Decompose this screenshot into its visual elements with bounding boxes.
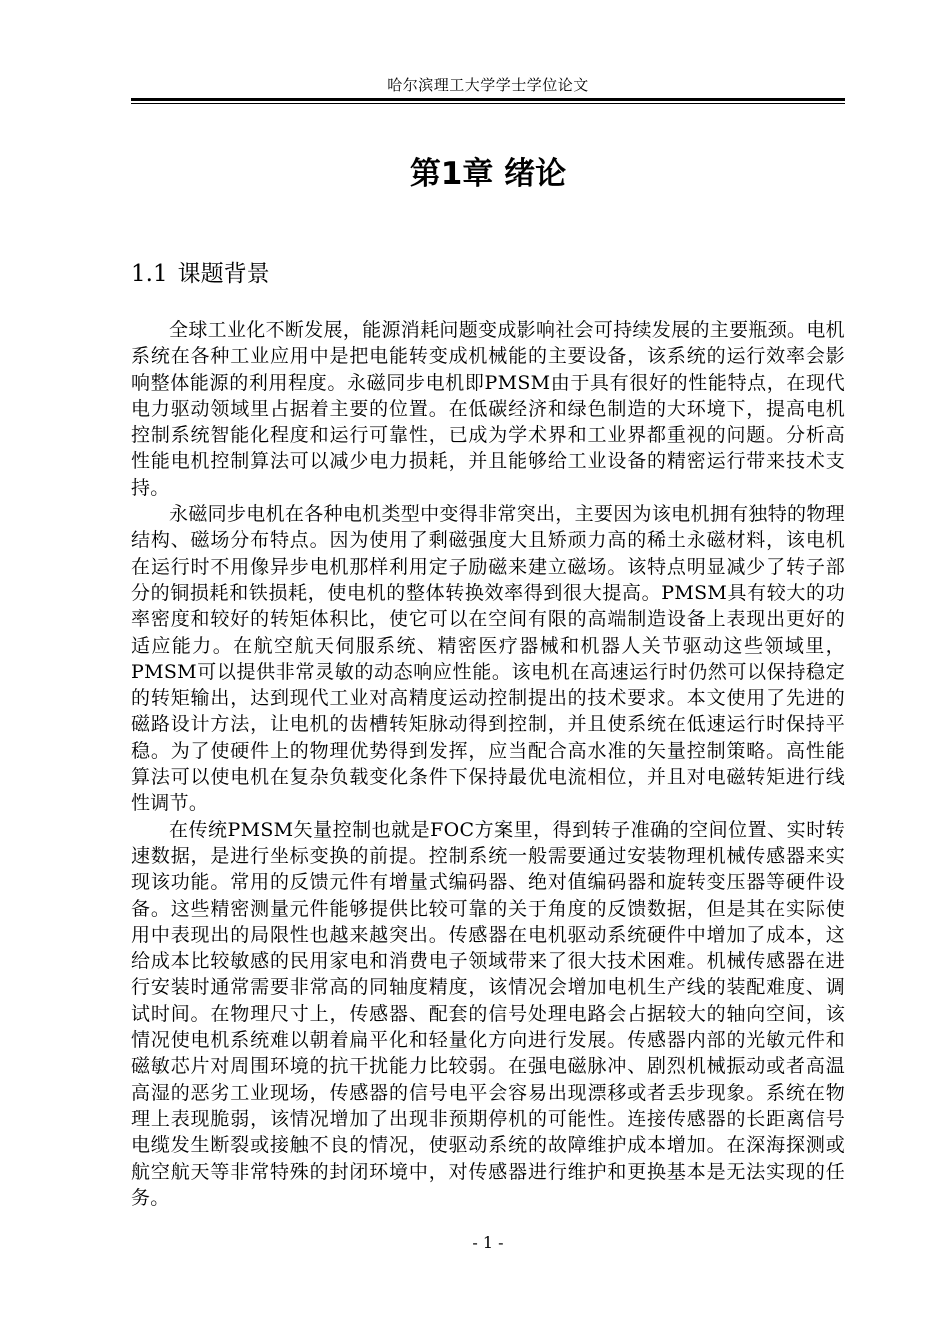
paragraph: 永磁同步电机在各种电机类型中变得非常突出，主要因为该电机拥有独特的物理结构、磁场分布特点。因为使用了剩磁强度大且矫顽力高的稀土永磁材料，该电机在运行时不用像异步电机那样利用定子励磁来建立磁场。该特点明显减少了转子部分的铜损耗和铁损耗，使电机的整体转换效率得到很大提高。PMSM具有较大的功率密度和较好的转矩体积比，使它可以在空间有限的高端制造设备上表现出更好的适应能力。在航空航天伺服系统、精密医疗器械和机器人关节驱动这些领域里，PMSM可以提供非常灵敏的动态响应性能。该电机在高速运行时仍然可以保持稳定的转矩输出，达到现代工业对高精度运动控制提出的技术要求。本文使用了先进的磁路设计方法，让电机的齿槽转矩脉动得到控制，并且使系统在低速运行时保持平稳。为了使硬件上的物理优势得到发挥，应当配合高水准的矢量控制策略。高性能算法可以使电机在复杂负载变化条件下保持最优电流相位，并且对电磁转矩进行线性调节。 [131,503,845,815]
paragraph: 全球工业化不断发展，能源消耗问题变成影响社会可持续发展的主要瓶颈。电机系统在各种工业应用中是把电能转变成机械能的主要设备，该系统的运行效率会影响整体能源的利用程度。永磁同步电机即PMSM由于具有很好的性能特点，在现代电力驱动领域里占据着主要的位置。在低碳经济和绿色制造的大环境下，提高电机控制系统智能化程度和运行可靠性，已成为学术界和工业界都重视的问题。分析高性能电机控制算法可以减少电力损耗，并且能够给工业设备的精密运行带来技术支持。 [131,319,845,499]
body-text [131,317,845,1211]
running-header: 哈尔滨理工大学学士学位论文 [387,76,589,94]
section-heading [131,256,845,292]
paragraph: 在传统PMSM矢量控制也就是FOC方案里，得到转子准确的空间位置、实时转速数据，是进行坐标变换的前提。控制系统一般需要通过安装物理机械传感器来实现该功能。常用的反馈元件有增量式编码器、绝对值编码器和旋转变压器等硬件设备。这些精密测量元件能够提供比较可靠的关于角度的反馈数据，但是其在实际使用中表现出的局限性也越来越突出。传感器在电机驱动系统硬件中增加了成本，这给成本比较敏感的民用家电和消费电子领域带来了很大技术困难。机械传感器在进行安装时通常需要非常高的同轴度精度，该情况会增加电机生产线的装配难度、调试时间。在物理尺寸上，传感器、配套的信号处理电路会占据较大的轴向空间，该情况使电机系统难以朝着扁平化和轻量化方向进行发展。传感器内部的光敏元件和磁敏芯片对周围环境的抗干扰能力比较弱。在强电磁脉冲、剧烈机械振动或者高温高湿的恶劣工业现场，传感器的信号电平会容易出现漂移或者丢步现象。系统在物理上表现脆弱，该情况增加了出现非预期停机的可能性。连接传感器的长距离信号电缆发生断裂或接触不良的情况，使驱动系统的故障维护成本增加。在深海探测或航空航天等非常特殊的封闭环境中，对传感器进行维护和更换基本是无法实现的任务。 [131,818,845,1209]
section-number: 1.1 [131,261,168,287]
chapter-title: 第1章 绪论 [409,156,567,192]
section-title: 课题背景 [177,261,270,287]
header-rule-thick [131,98,845,101]
header-rule-thin [131,103,845,104]
page-number: - 1 - [472,1233,504,1252]
